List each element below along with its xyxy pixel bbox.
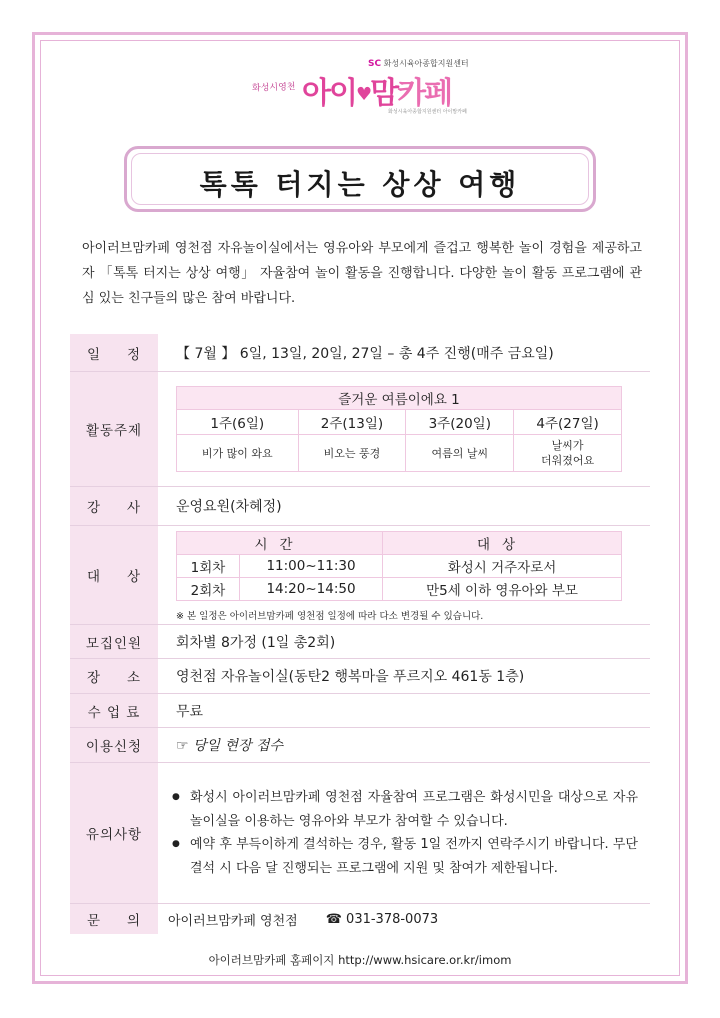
fee-value: 무료 <box>176 703 204 720</box>
place-value: 영천점 자유놀이실(동탄2 행복마을 푸르지오 461동 1층) <box>176 669 525 685</box>
fee-label: 수 업 료 <box>70 694 158 727</box>
session-time: 11:00~11:30 <box>240 555 383 578</box>
col-time: 시간 <box>177 532 383 555</box>
session-label: 2회차 <box>177 578 240 601</box>
target-line: 만5세 이하 영유아와 부모 <box>383 578 622 601</box>
apply-value: ☞ 당일 현장 접수 <box>176 738 284 754</box>
title-box <box>124 146 596 212</box>
row-theme <box>70 372 650 487</box>
theme-table <box>176 386 622 472</box>
theme-week: 3주(20일) <box>406 410 514 435</box>
footer-homepage: 아이러브맘카페 홈페이지 http://www.hsicare.or.kr/imom <box>208 953 512 967</box>
theme-header: 즐거운 여름이에요 1 <box>177 387 622 410</box>
session-table <box>176 531 622 601</box>
heart-icon: ♥ <box>355 84 371 105</box>
theme-week: 1주(6일) <box>177 410 299 435</box>
row-apply <box>70 728 650 763</box>
notes-label: 유의사항 <box>70 763 158 903</box>
org-name: SC 화성시육아종합지원센터 <box>368 59 469 69</box>
info-table <box>70 334 650 934</box>
schedule-note: ※ 본 일정은 아이러브맘카페 영천점 일정에 따라 다소 변경될 수 있습니다. <box>176 611 484 622</box>
list-item: ● 화성시 아이러브맘카페 영천점 자율참여 프로그램은 화성시민을 대상으로 자유놀이실을 이용하는 영유아와 부모가 참여할 수 있습니다. <box>172 786 638 833</box>
org-mark-icon: SC <box>368 59 382 69</box>
row-fee <box>70 694 650 728</box>
recruit-value: 회차별 8가정 (1일 총2회) <box>176 634 336 651</box>
row-contact: 문 의 아이러브맘카페 영천점 ☎ 031-378-0073 <box>70 904 650 934</box>
recruit-label: 모집인원 <box>70 625 158 658</box>
row-instructor: 강 사 운영요원(차혜정) <box>70 487 650 526</box>
theme-label: 활동주제 <box>70 372 158 486</box>
col-target: 대상 <box>383 532 622 555</box>
apply-label: 이용신청 <box>70 728 158 762</box>
theme-desc: 여름의 날씨 <box>406 435 514 472</box>
row-schedule: 일 정 【 7월 】 6일, 13일, 20일, 27일 – 총 4주 진행(매주 금요일) <box>70 334 650 372</box>
notes-list <box>172 786 638 880</box>
logo-branch: 화성시영천 <box>251 82 296 94</box>
logo-sub: 화성시육아종합지원센터 아이맘카페 <box>388 109 467 115</box>
theme-desc: 날씨가 더워졌어요 <box>514 435 622 472</box>
session-label: 1회차 <box>177 555 240 578</box>
row-notes <box>70 763 650 904</box>
theme-desc: 비가 많이 와요 <box>177 435 299 472</box>
schedule-value: 【 7월 】 6일, 13일, 20일, 27일 – 총 4주 진행(매주 금요일) <box>176 345 554 362</box>
theme-week: 4주(27일) <box>514 410 622 435</box>
row-recruit <box>70 625 650 659</box>
intro-paragraph: 아이러브맘카페 영천점 자유놀이실에서는 영유아와 부모에게 즐겁고 행복한 놀이 경험을 제공하고자 「톡톡 터지는 상상 여행」 자율참여 놀이 활동을 진행합니다. 다양한 놀이 활동 프로그램에 관심 있는 친구들의 많은 참여 바랍니다. <box>82 241 642 306</box>
logo-main: 아이♥맘카페 <box>302 76 452 111</box>
contact-phone: ☎ 031-378-0073 <box>325 911 439 927</box>
theme-week: 2주(13일) <box>298 410 406 435</box>
instructor-value: 운영요원(차혜정) <box>176 499 282 515</box>
contact-place: 아이러브맘카페 영천점 <box>168 913 298 929</box>
target-line: 화성시 거주자로서 <box>383 555 622 578</box>
list-item: ● 예약 후 부득이하게 결석하는 경우, 활동 1일 전까지 연락주시기 바랍니다. 무단결석 시 다음 달 진행되는 프로그램에 지원 및 참여가 제한됩니다. <box>172 833 638 880</box>
page-title: 톡톡 터지는 상상 여행 <box>199 168 521 201</box>
theme-desc: 비오는 풍경 <box>298 435 406 472</box>
logo <box>250 58 480 120</box>
row-place: 장 소 영천점 자유놀이실(동탄2 행복마을 푸르지오 461동 1층) <box>70 659 650 694</box>
row-target: 대 상 시간 대상 1회차 11:00~11:30 화성시 거주자로서 2회차 14:20~14:50 만5세 이하 영유아와 부모 ※ 본 일정은 아이러브맘카페 영천점 일정에 따라 다소 변경될 수 있습니다. <box>70 526 650 625</box>
session-time: 14:20~14:50 <box>240 578 383 601</box>
